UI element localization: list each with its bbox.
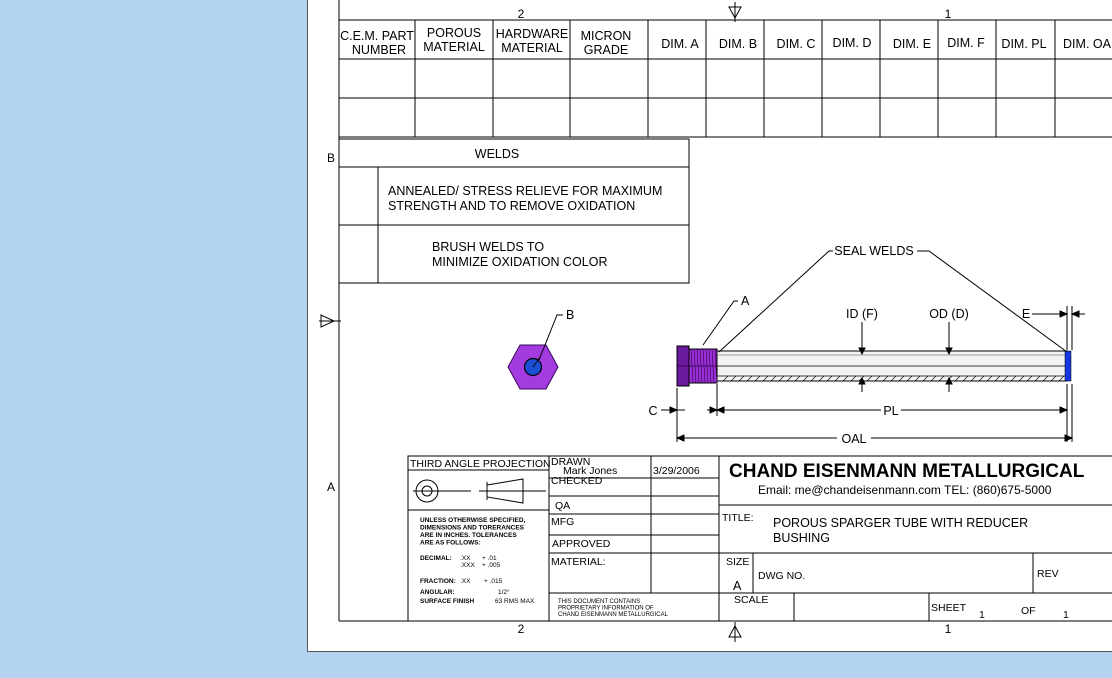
callout-c: C (648, 404, 658, 418)
seal-welds-leaders (703, 251, 1067, 352)
callout-od: OD (D) (929, 307, 969, 321)
company-name: CHAND EISENMANN METALLURGICAL (729, 461, 1085, 482)
sheet-label: SHEET (931, 602, 967, 614)
size-label: SIZE (726, 556, 750, 568)
reducer-bushing (677, 346, 717, 386)
zone-label-top-1: 1 (944, 7, 952, 21)
center-mark-left (319, 315, 341, 327)
angular-label: ANGULAR: (420, 589, 455, 596)
header-dim-d: DIM. D (832, 36, 872, 50)
decimal-xxx-tol: + .005 (482, 562, 501, 569)
dim-e (1032, 306, 1085, 350)
decimal-xx-tol: + .01 (482, 555, 497, 562)
header-porous-material: POROUS MATERIAL (423, 26, 485, 54)
callout-id: ID (F) (846, 307, 878, 321)
company-contact: Email: me@chandeisenmann.com TEL: (860)675-5000 (758, 483, 1052, 497)
zone-label-bottom-2: 2 (517, 622, 525, 636)
angular-tol: 1/2° (498, 589, 510, 596)
decimal-xxx: .XXX (460, 562, 475, 569)
welds-title: WELDS (474, 147, 520, 161)
size-value: A (733, 579, 742, 593)
projection-symbol (413, 479, 546, 503)
header-dim-a: DIM. A (661, 37, 699, 51)
drawing-title: POROUS SPARGER TUBE WITH REDUCER BUSHING (773, 516, 1029, 545)
drawn-label: DRAWN (551, 456, 591, 468)
callout-b: B (566, 308, 575, 322)
proprietary-notice: THIS DOCUMENT CONTAINS PROPRIETARY INFORMATION OF CHAND EISENMANN METALLURGICAL (558, 599, 668, 618)
callout-oal: OAL (841, 432, 867, 446)
sheet-total: 1 (1063, 609, 1069, 621)
callout-a: A (741, 294, 750, 308)
welds-note-anneal: ANNEALED/ STRESS RELIEVE FOR MAXIMUM STRENGTH AND TO REMOVE OXIDATION (388, 184, 663, 213)
fraction-label: FRACTION: (420, 578, 456, 585)
header-dim-oa: DIM. OA (1063, 37, 1111, 51)
header-dim-b: DIM. B (718, 37, 758, 51)
drawn-by: Mark Jones (563, 465, 618, 477)
checked-label: CHECKED (551, 475, 603, 487)
surface-label: SURFACE FINISH (420, 598, 475, 605)
center-mark-bottom (729, 622, 741, 642)
welds-note-brush: BRUSH WELDS TO MINIMIZE OXIDATION COLOR (432, 240, 608, 269)
title-label: TITLE: (722, 512, 754, 524)
rev-label: REV (1037, 568, 1059, 580)
material-label: MATERIAL: (551, 556, 606, 568)
mfg-label: MFG (551, 516, 575, 528)
tolerance-notes: UNLESS OTHERWISE SPECIFIED, DIMENSIONS AND TORERANCES ARE IN INCHES. TOLERANCES ARE AS FOLLOWS: (420, 517, 526, 547)
callout-seal-welds: SEAL WELDS (834, 244, 914, 258)
hex-end-view (508, 345, 558, 389)
header-part-number: C.E.M. PART NUMBER (340, 29, 414, 57)
callout-e: E (1021, 307, 1031, 321)
zone-label-row-a: A (326, 480, 336, 494)
tolerance-values (420, 555, 535, 605)
surface-value: 63 RMS MAX (495, 598, 535, 605)
header-dim-f: DIM. F (947, 36, 985, 50)
header-dim-c: DIM. C (776, 37, 816, 51)
projection-title: THIRD ANGLE PROJECTION (410, 458, 551, 470)
technical-drawing (308, 0, 1112, 651)
drawing-sheet (307, 0, 1112, 652)
header-micron-grade: MICRON GRADE (580, 29, 632, 57)
zone-label-bottom-1: 1 (944, 622, 952, 636)
sheet-number: 1 (979, 609, 985, 621)
callout-pl: PL (883, 404, 899, 418)
center-mark-top (729, 2, 741, 22)
scale-label: SCALE (734, 594, 769, 606)
qa-label: QA (555, 500, 571, 512)
zone-label-top-2: 2 (517, 7, 525, 21)
decimal-xx: .XX (460, 555, 471, 562)
sparger-tube (717, 351, 1071, 381)
header-hardware-material: HARDWARE MATERIAL (495, 27, 569, 55)
drawn-date: 3/29/2006 (653, 465, 700, 477)
fraction-tol: + .015 (484, 578, 503, 585)
dwg-no-label: DWG NO. (758, 570, 806, 582)
header-dim-pl: DIM. PL (1001, 37, 1047, 51)
of-label: OF (1021, 605, 1036, 617)
header-dim-e: DIM. E (892, 37, 932, 51)
decimal-label: DECIMAL: (420, 555, 452, 562)
approved-label: APPROVED (552, 538, 611, 550)
zone-label-row-b: B (326, 151, 336, 165)
fraction-xx: .XX (460, 578, 471, 585)
